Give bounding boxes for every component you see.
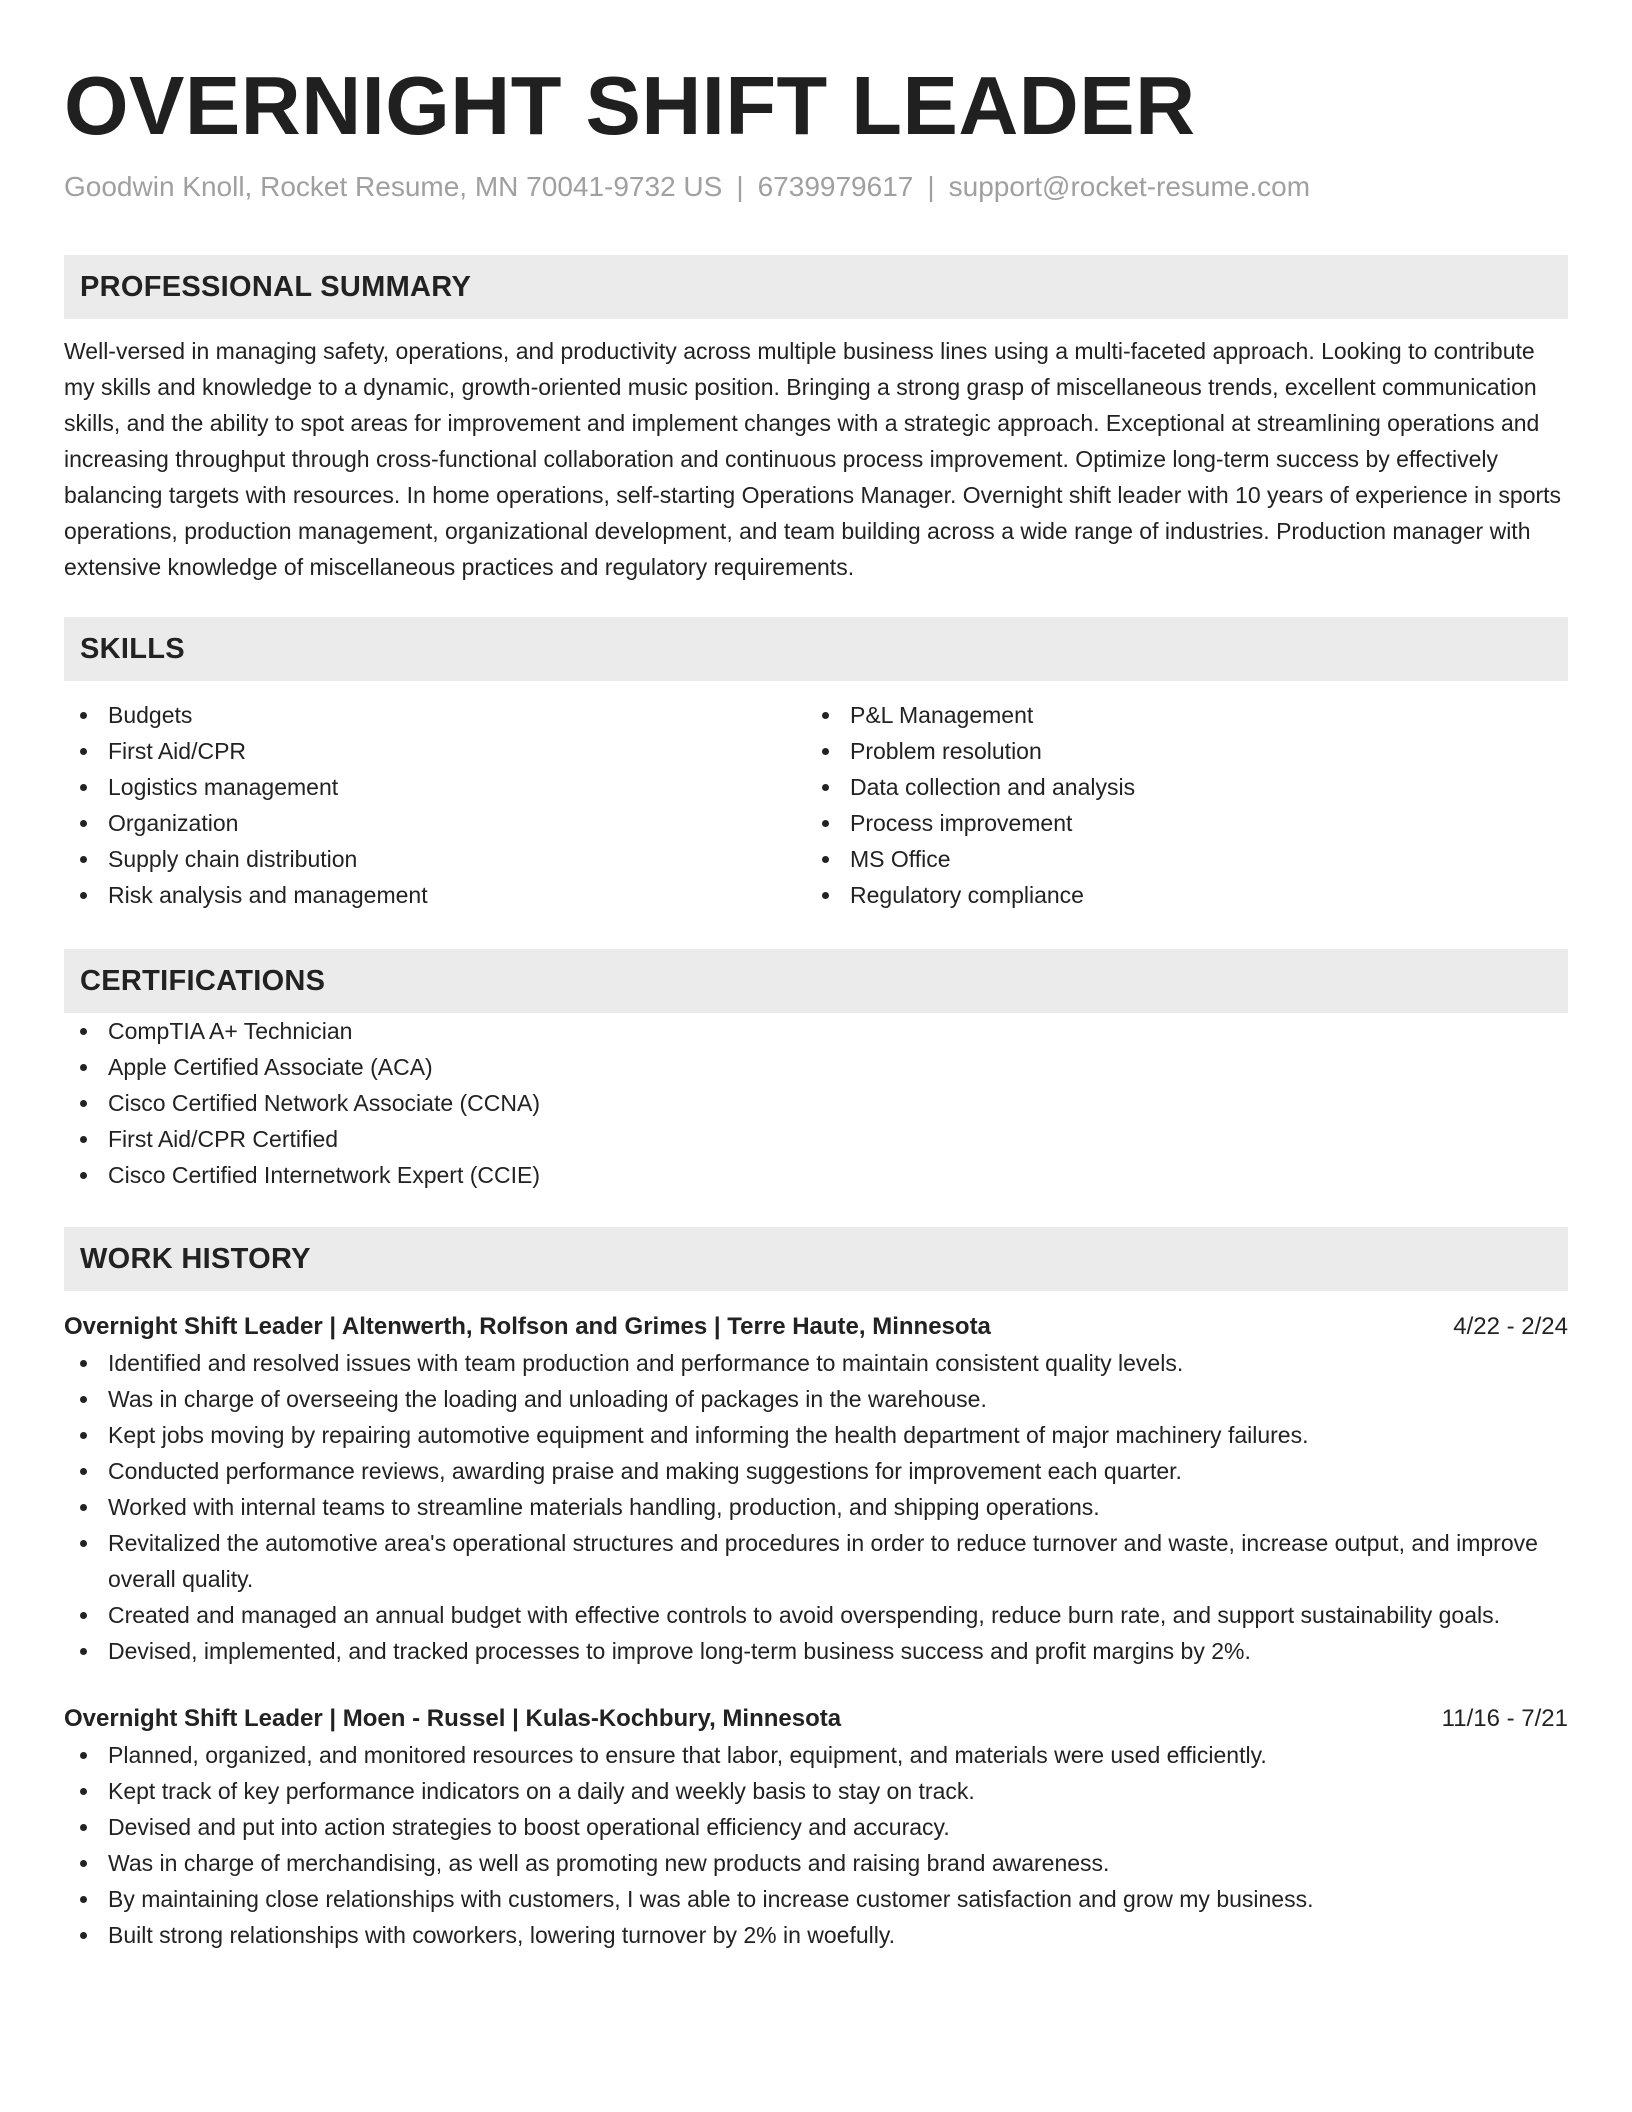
job-duty-item: Devised, implemented, and tracked processes to improve long-term business success and profit margins by 2%. <box>64 1633 1568 1669</box>
job-duty-item: Was in charge of overseeing the loading and unloading of packages in the warehouse. <box>64 1381 1568 1417</box>
skills-list-right <box>806 697 1548 913</box>
job-title: Overnight Shift Leader | Moen - Russel | Kulas-Kochbury, Minnesota <box>64 1705 842 1732</box>
skills-grid <box>64 697 1568 913</box>
job-title: Overnight Shift Leader | Altenwerth, Rolfson and Grimes | Terre Haute, Minnesota <box>64 1313 991 1340</box>
phone[interactable]: 6739979617 <box>757 171 914 202</box>
certification-item: Cisco Certified Internetwork Expert (CCIE) <box>64 1157 1568 1193</box>
skill-item: Problem resolution <box>806 733 1548 769</box>
section-header-summary: PROFESSIONAL SUMMARY <box>64 255 1568 319</box>
job-dates: 11/16 - 7/21 <box>1441 1705 1568 1732</box>
skill-item: Logistics management <box>64 769 806 805</box>
skill-item: Data collection and analysis <box>806 769 1548 805</box>
job-duties-list <box>64 1737 1568 1953</box>
contact-separator: | <box>927 171 935 202</box>
certifications-list <box>64 1013 1568 1193</box>
skill-item: Risk analysis and management <box>64 877 806 913</box>
skill-item: First Aid/CPR <box>64 733 806 769</box>
skill-item: MS Office <box>806 841 1548 877</box>
job-duty-item: Revitalized the automotive area's operational structures and procedures in order to reduce turnover and waste, increase output, and improve overall quality. <box>64 1525 1568 1597</box>
contact-line <box>64 169 1568 205</box>
skills-column-right <box>806 697 1548 913</box>
skills-list-left <box>64 697 806 913</box>
email-link[interactable]: support@rocket-resume.com <box>948 171 1311 202</box>
address: Goodwin Knoll, Rocket Resume, MN 70041-9732 US <box>64 171 723 202</box>
job-duty-item: Kept track of key performance indicators on a daily and weekly basis to stay on track. <box>64 1773 1568 1809</box>
section-header-certifications: CERTIFICATIONS <box>64 949 1568 1013</box>
job-duty-item: Created and managed an annual budget with effective controls to avoid overspending, reduce burn rate, and support sustainability goals. <box>64 1597 1568 1633</box>
summary-paragraph: Well-versed in managing safety, operations, and productivity across multiple business lines using a multi-faceted approach. Looking to contribute my skills and knowledge to a dynamic, growth-oriented music position. Bringing a strong grasp of miscellaneous trends, excellent communication skills, and the ability to spot areas for improvement and implement changes with a strategic approach. Exceptional at streamlining operations and increasing throughput through cross-functional collaboration and continuous process improvement. Optimize long-term success by effectively balancing targets with resources. In home operations, self-starting Operations Manager. Overnight shift leader with 10 years of experience in sports operations, production management, organizational development, and team building across a wide range of industries. Production manager with extensive knowledge of miscellaneous practices and regulatory requirements. <box>64 338 1562 580</box>
job-dates: 4/22 - 2/24 <box>1453 1313 1568 1340</box>
certification-item: CompTIA A+ Technician <box>64 1013 1568 1049</box>
certification-item: First Aid/CPR Certified <box>64 1121 1568 1157</box>
certification-item: Apple Certified Associate (ACA) <box>64 1049 1568 1085</box>
certification-item: Cisco Certified Network Associate (CCNA) <box>64 1085 1568 1121</box>
skill-item: Budgets <box>64 697 806 733</box>
contact-separator: | <box>736 171 744 202</box>
job-duty-item: Built strong relationships with coworkers, lowering turnover by 2% in woefully. <box>64 1917 1568 1953</box>
resume-page <box>64 56 1568 1953</box>
job-duty-item: Identified and resolved issues with team production and performance to maintain consistent quality levels. <box>64 1345 1568 1381</box>
job-header <box>64 1701 1568 1737</box>
section-header-work-history: WORK HISTORY <box>64 1227 1568 1291</box>
job-duty-item: Kept jobs moving by repairing automotive equipment and informing the health department of major machinery failures. <box>64 1417 1568 1453</box>
skill-item: Supply chain distribution <box>64 841 806 877</box>
job-duty-item: Conducted performance reviews, awarding praise and making suggestions for improvement each quarter. <box>64 1453 1568 1489</box>
job-duty-item: By maintaining close relationships with customers, I was able to increase customer satisfaction and grow my business. <box>64 1881 1568 1917</box>
candidate-name: OVERNIGHT SHIFT LEADER <box>64 59 1196 152</box>
job-header <box>64 1309 1568 1345</box>
skill-item: Regulatory compliance <box>806 877 1548 913</box>
section-header-skills: SKILLS <box>64 617 1568 681</box>
skill-item: P&L Management <box>806 697 1548 733</box>
job-duty-item: Planned, organized, and monitored resources to ensure that labor, equipment, and materials were used efficiently. <box>64 1737 1568 1773</box>
job-duty-item: Worked with internal teams to streamline materials handling, production, and shipping operations. <box>64 1489 1568 1525</box>
skills-column-left <box>64 697 806 913</box>
job-duty-item: Devised and put into action strategies to boost operational efficiency and accuracy. <box>64 1809 1568 1845</box>
job-duties-list <box>64 1345 1568 1669</box>
job-duty-item: Was in charge of merchandising, as well as promoting new products and raising brand awareness. <box>64 1845 1568 1881</box>
skill-item: Process improvement <box>806 805 1548 841</box>
skill-item: Organization <box>64 805 806 841</box>
